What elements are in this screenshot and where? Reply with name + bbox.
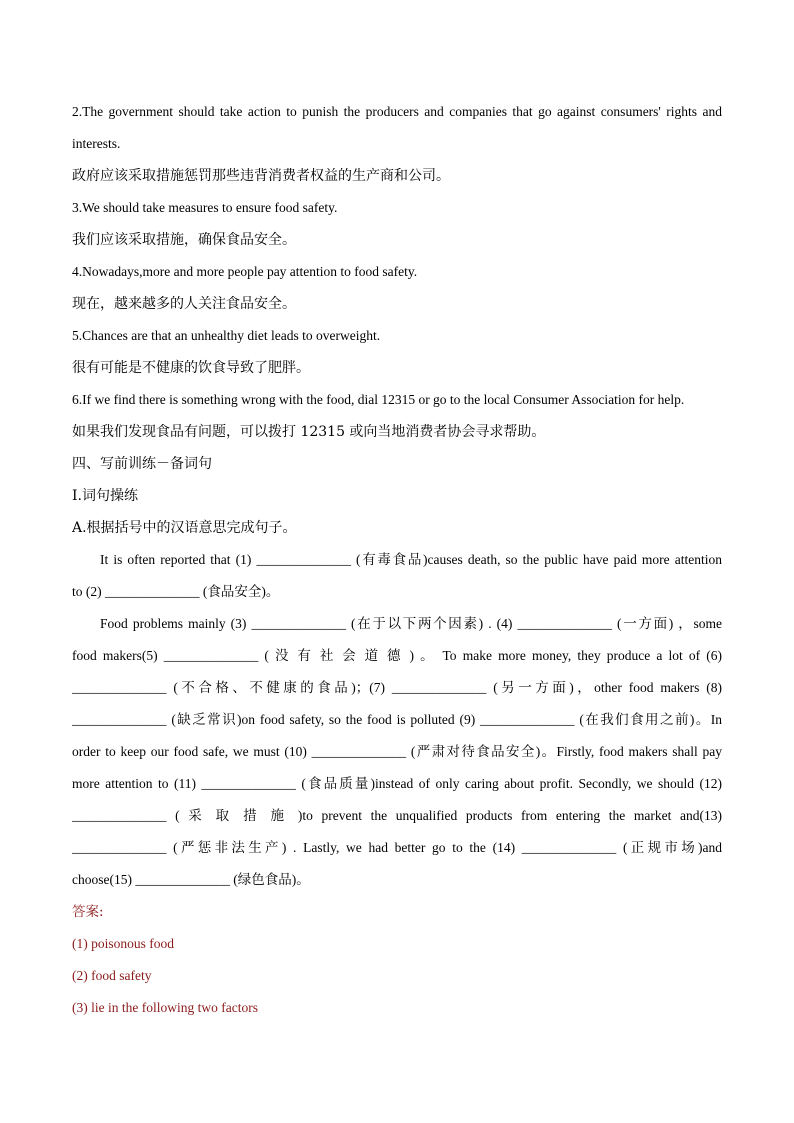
answer-line: (1) poisonous food (72, 936, 174, 951)
text-line: 如果我们发现食品有问题，可以拨打 12315 或向当地消费者协会寻求帮助。 (72, 424, 546, 440)
text-line: 5.Chances are that an unhealthy diet leads to overweight. (72, 328, 381, 343)
text-line: 现在，越来越多的人关注食品安全。 (72, 296, 296, 312)
text-line: choose(15) ______________ (绿色食品)。 (72, 872, 310, 887)
text-line: to (2) ______________ (食品安全)。 (72, 584, 280, 599)
text-line: 四、写前训练－备词句 (72, 456, 212, 472)
answer-line: 答案: (72, 904, 104, 920)
answer-line: (2) food safety (72, 968, 152, 983)
text-line: It is often reported that (1) ______________ (有毒食品)causes death, so the public have paid more attention (100, 552, 722, 567)
text-line: order to keep our food safe, we must (10) ______________ (严肃对待食品安全)。Firstly, food makers shall pay (72, 744, 722, 759)
text-line: ______________ (不合格、不健康的食品)；(7) ______________ (另一方面)，other food makers (8) (72, 680, 722, 695)
text-line: 我们应该采取措施，确保食品安全。 (72, 232, 296, 248)
text-line: Food problems mainly (3) ______________ (在于以下两个因素) . (4) ______________ (一方面) ，some (100, 616, 722, 631)
text-line: ______________ (严惩非法生产) . Lastly, we had better go to the (14) ______________ (正规市场)and (72, 840, 722, 855)
text-line: 6.If we find there is something wrong with the food, dial 12315 or go to the local Consumer Association for help. (72, 392, 685, 407)
text-line: I.词句操练 (72, 488, 138, 504)
document-body (72, 96, 722, 1024)
text-line: food makers(5) ______________ ( 没 有 社 会 道 德 ) 。 To make more money, they produce a lot of (6) (72, 648, 722, 663)
text-line: interests. (72, 136, 121, 151)
text-line: 政府应该采取措施惩罚那些违背消费者权益的生产商和公司。 (72, 168, 450, 184)
text-line: 3.We should take measures to ensure food safety. (72, 200, 338, 215)
text-line: A.根据括号中的汉语意思完成句子。 (72, 520, 297, 536)
text-line: 2.The government should take action to punish the producers and companies that go against consumers' rights and (72, 104, 722, 119)
text-line: ______________ ( 采 取 措 施 )to prevent the unqualified products from entering the market and(13) (72, 808, 722, 823)
text-line: 很有可能是不健康的饮食导致了肥胖。 (72, 360, 310, 376)
text-line: ______________ (缺乏常识)on food safety, so the food is polluted (9) ______________ (在我们食用之前)。In (72, 712, 722, 727)
text-line: 4.Nowadays,more and more people pay attention to food safety. (72, 264, 418, 279)
answer-line: (3) lie in the following two factors (72, 1000, 258, 1015)
text-line: more attention to (11) ______________ (食品质量)instead of only caring about profit. Secondly, we should (12) (72, 776, 722, 791)
